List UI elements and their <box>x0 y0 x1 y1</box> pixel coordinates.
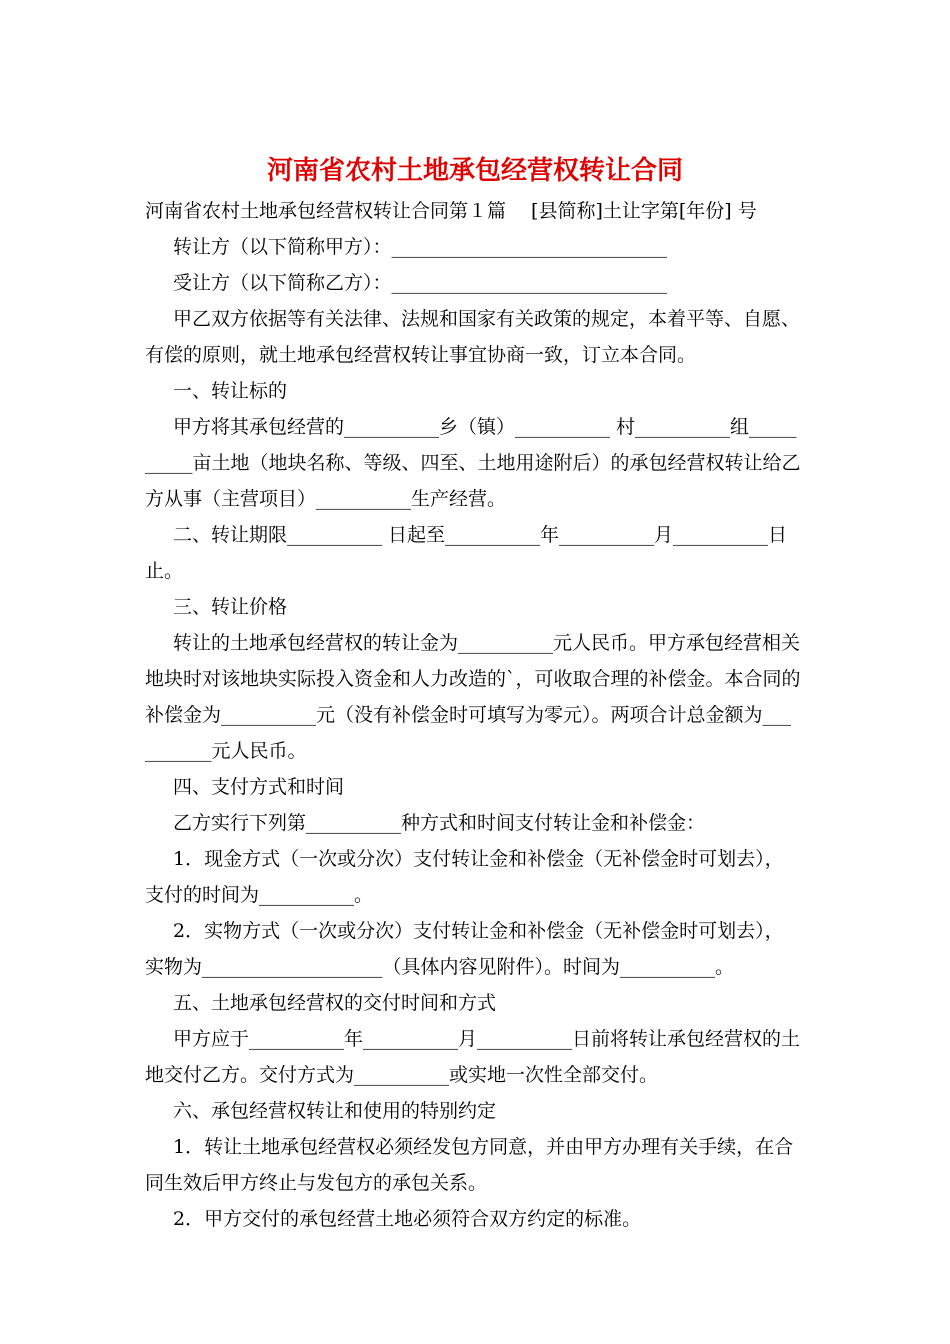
text-line: 受让方（以下简称乙方）：_____________________________ <box>173 272 668 294</box>
text-line: 1．现金方式（一次或分次）支付转让金和补偿金（无补偿金时可划去）， <box>173 848 784 870</box>
text-line: 方从事（主营项目）__________生产经营。 <box>145 488 507 510</box>
text-line: 五、土地承包经营权的交付时间和方式 <box>173 992 497 1014</box>
text-line: 四、支付方式和时间 <box>173 776 345 798</box>
text-line: 2．甲方交付的承包经营土地必须符合双方约定的标准。 <box>173 1208 642 1230</box>
text-line: 地块时对该地块实际投入资金和人力改造的`，可收取合理的补偿金。本合同的 <box>145 668 801 690</box>
text-line: 转让的土地承包经营权的转让金为__________元人民币。甲方承包经营相关 <box>173 632 801 654</box>
text-line: 二、转让期限__________ 日起至__________年__________月__________日 <box>173 524 788 546</box>
text-line: 转让方（以下简称甲方）：_____________________________ <box>173 236 668 258</box>
text-line: 止。 <box>145 560 184 582</box>
text-line: 同生效后甲方终止与发包方的承包关系。 <box>145 1172 488 1194</box>
text-line: _____亩土地（地块名称、等级、四至、土地用途附后）的承包经营权转让给乙 <box>145 452 801 474</box>
text-line: 甲方将其承包经营的__________乡（镇）__________ 村__________组_____ <box>173 416 797 438</box>
text-line: 三、转让价格 <box>173 596 288 618</box>
text-line: 补偿金为__________元（没有补偿金时可填写为零元）。两项合计总金额为___ <box>145 704 792 726</box>
document-title: 河南省农村土地承包经营权转让合同 <box>266 156 683 186</box>
document-body <box>145 196 807 1240</box>
text-line: 一、转让标的 <box>173 380 288 402</box>
text-line: 河南省农村土地承包经营权转让合同第１篇 [县简称]土让字第[年份] 号 <box>145 200 757 222</box>
text-line: 地交付乙方。交付方式为__________或实地一次性全部交付。 <box>145 1064 659 1086</box>
text-line: 有偿的原则，就土地承包经营权转让事宜协商一致，订立本合同。 <box>145 344 697 366</box>
text-line: 支付的时间为__________。 <box>145 884 374 906</box>
text-line: 2．实物方式（一次或分次）支付转让金和补偿金（无补偿金时可划去）， <box>173 920 784 942</box>
text-line: _______元人民币。 <box>145 740 307 762</box>
text-line: 实物为___________________（具体内容见附件）。时间为__________。 <box>145 956 735 978</box>
text-line: 甲乙双方依据等有关法律、法规和国家有关政策的规定，本着平等、自愿、 <box>173 308 801 330</box>
text-line: 1．转让土地承包经营权必须经发包方同意，并由甲方办理有关手续，在合 <box>173 1136 794 1158</box>
text-line: 乙方实行下列第__________种方式和时间支付转让金和补偿金： <box>173 812 706 834</box>
text-line: 六、承包经营权转让和使用的特别约定 <box>173 1100 497 1122</box>
text-line: 甲方应于__________年__________月__________日前将转让承包经营权的土 <box>173 1028 801 1050</box>
